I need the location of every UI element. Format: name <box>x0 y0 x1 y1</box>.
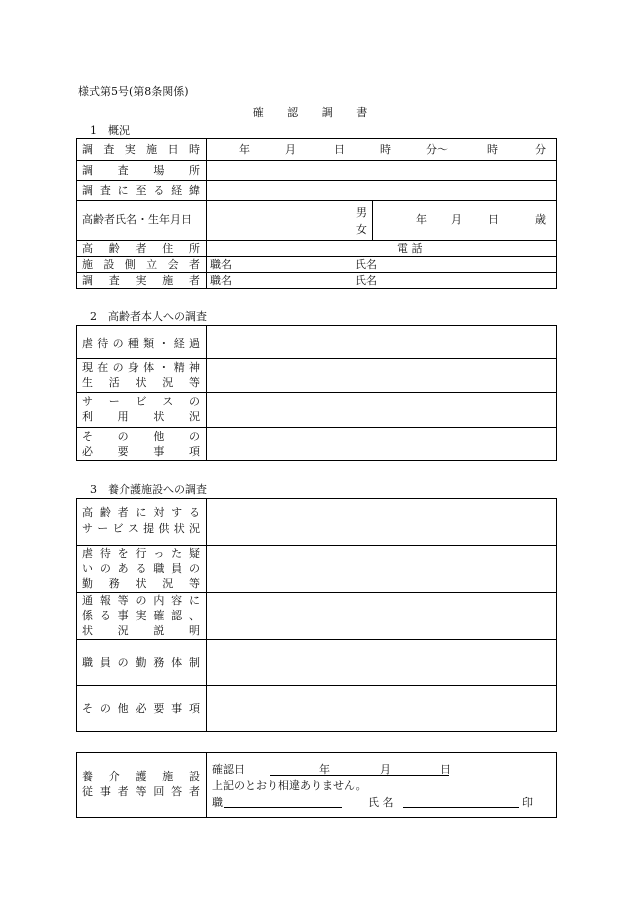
confirm-month-unit: 月 <box>380 763 391 776</box>
dob-month-unit: 月 <box>451 213 462 226</box>
form-number: 様式第5号(第8条関係) <box>78 85 189 98</box>
respondent-label-line1: 養 介 護 施 設 <box>82 770 200 783</box>
suspect-staff-label-line3: 勤 務 状 況 等 <box>82 577 200 590</box>
gender-male: 男 <box>356 206 367 219</box>
month-unit: 月 <box>285 143 296 156</box>
fact-check-label-line1: 通 報 等 の 内 容 に <box>82 594 200 607</box>
section-3-heading: 3 養介護施設への調査 <box>90 483 207 496</box>
confirm-date-label: 確認日 <box>212 763 245 776</box>
service-usage-label-line1: サ ー ビ ス の <box>82 395 200 408</box>
survey-location-label: 調 査 場 所 <box>82 164 200 177</box>
surveyor-label: 調 査 実 施 者 <box>82 274 200 287</box>
row-divider <box>76 639 557 640</box>
row-divider <box>76 427 557 428</box>
job-title-label: 職名 <box>210 274 232 287</box>
name-underline <box>403 807 519 808</box>
name-label: 氏名 <box>355 274 377 287</box>
job-title-label: 職名 <box>210 258 232 271</box>
seal-mark: 印 <box>522 796 533 809</box>
fact-check-label-line2: 係 る 事 実 確 認 、 <box>82 609 200 622</box>
row-divider <box>76 240 557 241</box>
suspect-staff-label-line2: い の あ る 職 員 の <box>82 562 200 575</box>
row-divider <box>76 180 557 181</box>
abuse-type-label: 虐 待 の 種 類 ・ 経 過 <box>82 337 200 350</box>
fact-check-label-line3: 状 況 説 明 <box>82 624 200 637</box>
hour-unit: 時 <box>487 143 498 156</box>
row-divider <box>76 685 557 686</box>
gender-divider <box>372 200 373 240</box>
row-divider <box>76 545 557 546</box>
minute-from-unit: 分〜 <box>426 143 448 156</box>
condition-label-line2: 生 活 状 況 等 <box>82 376 200 389</box>
label-divider <box>206 498 207 732</box>
document-title: 確 認 調 書 <box>252 106 378 119</box>
survey-reason-label: 調 査 に 至 る 経 緯 <box>82 184 200 197</box>
service-provision-label-line2: サ ー ビ ス 提 供 状 況 <box>82 522 200 535</box>
confirm-day-unit: 日 <box>440 763 451 776</box>
other-required-label: そ の 他 必 要 事 項 <box>82 702 200 715</box>
row-divider <box>76 392 557 393</box>
job-underline <box>224 807 342 808</box>
day-unit: 日 <box>334 143 345 156</box>
survey-datetime-label: 調 査 実 施 日 時 <box>82 143 200 156</box>
respondent-label-line2: 従 事 者 等 回 答 者 <box>82 785 200 798</box>
row-divider <box>76 358 557 359</box>
age-unit: 歳 <box>535 213 546 226</box>
respondent-job-label: 職 <box>212 796 223 809</box>
year-unit: 年 <box>239 143 250 156</box>
condition-label-line1: 現 在 の 身 体 ・ 精 神 <box>82 361 200 374</box>
phone-label: 電 話 <box>397 242 423 255</box>
dob-day-unit: 日 <box>488 213 499 226</box>
section-1-heading: 1 概況 <box>90 124 130 137</box>
work-system-label: 職 員 の 勤 務 体 制 <box>82 656 200 669</box>
row-divider <box>76 200 557 201</box>
elder-address-label: 高 齢 者 住 所 <box>82 242 200 255</box>
row-divider <box>76 160 557 161</box>
other-matters-label-line1: そ の 他 の <box>82 430 200 443</box>
facility-attendee-label: 施 設 側 立 会 者 <box>82 258 200 271</box>
service-provision-label-line1: 高 齢 者 に 対 す る <box>82 506 200 519</box>
respondent-name-label: 氏 名 <box>368 796 394 809</box>
service-usage-label-line2: 利 用 状 況 <box>82 410 200 423</box>
row-divider <box>76 272 557 273</box>
minute-unit: 分 <box>535 143 546 156</box>
hour-unit: 時 <box>380 143 391 156</box>
suspect-staff-label-line1: 虐 待 を 行 っ た 疑 <box>82 547 200 560</box>
row-divider <box>76 592 557 593</box>
section-2-heading: 2 高齢者本人への調査 <box>90 310 207 323</box>
label-divider <box>206 325 207 461</box>
dob-year-unit: 年 <box>416 213 427 226</box>
name-label: 氏名 <box>355 258 377 271</box>
confirm-year-unit: 年 <box>319 763 330 776</box>
gender-female: 女 <box>356 223 367 236</box>
confirm-date-underline <box>270 775 449 776</box>
affirmation-statement: 上記のとおり相違ありません。 <box>212 779 367 792</box>
row-divider <box>76 256 557 257</box>
other-matters-label-line2: 必 要 事 項 <box>82 445 200 458</box>
label-divider <box>206 752 207 818</box>
elder-name-dob-label: 高齢者氏名・生年月日 <box>82 213 192 226</box>
